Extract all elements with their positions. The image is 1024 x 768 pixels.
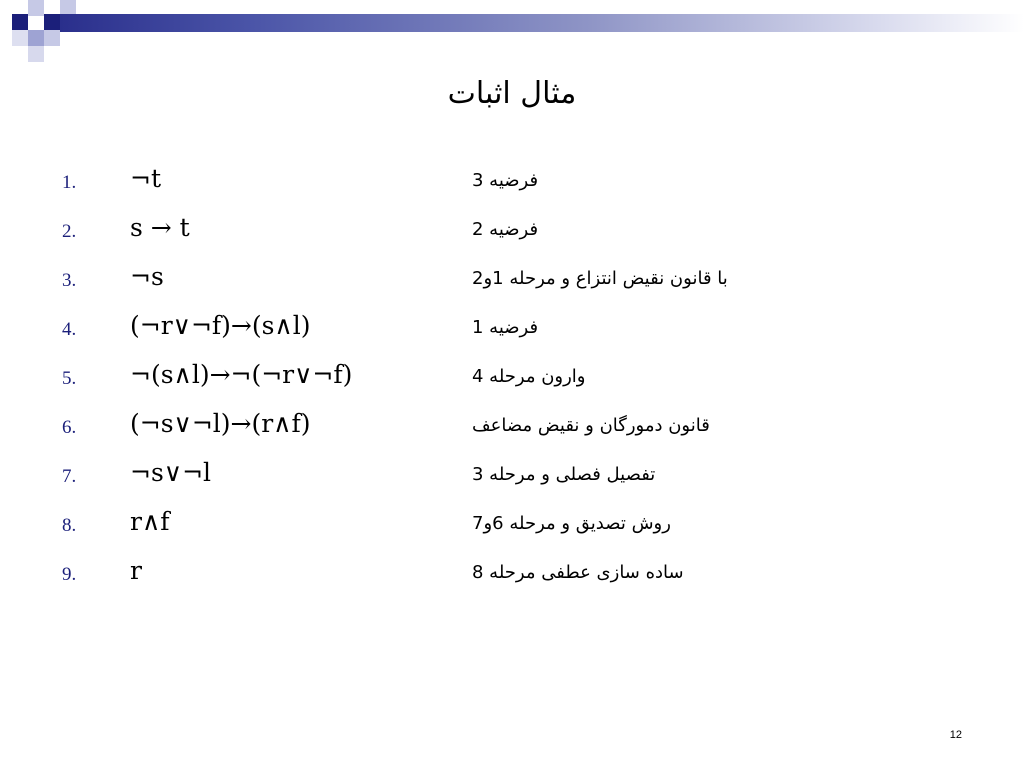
- step-number: 6.: [62, 417, 77, 438]
- step-formula: (¬s∨¬l)→(r∧f): [130, 409, 311, 438]
- corner-square-light: [28, 0, 44, 16]
- step-reason: فرضیه 2: [472, 219, 539, 240]
- step-reason: فرضیه 3: [472, 170, 539, 191]
- step-formula: ¬s∨¬l: [130, 458, 212, 487]
- proof-step: [0, 160, 1024, 209]
- header-gradient-bar: [60, 14, 1024, 32]
- step-formula: ¬t: [130, 164, 161, 193]
- step-formula: ¬s: [130, 262, 164, 291]
- proof-step: [0, 454, 1024, 503]
- step-reason: وارون مرحله 4: [472, 366, 586, 387]
- step-reason: با قانون نقیض انتزاع و مرحله 1و2: [472, 268, 728, 289]
- proof-step: [0, 552, 1024, 601]
- step-formula: r∧f: [130, 507, 170, 536]
- step-reason: ساده سازی عطفی مرحله 8: [472, 562, 684, 583]
- slide-title: مثال اثبات: [447, 76, 577, 111]
- corner-square-light: [44, 30, 60, 46]
- step-number: 2.: [62, 221, 77, 242]
- proof-step: [0, 356, 1024, 405]
- step-formula: (¬r∨¬f)→(s∧l): [130, 311, 311, 340]
- proof-step: [0, 307, 1024, 356]
- step-reason: قانون دمورگان و نقیض مضاعف: [472, 415, 710, 436]
- corner-square-mid: [28, 30, 44, 46]
- step-reason: روش تصدیق و مرحله 6و7: [472, 513, 671, 534]
- proof-step: [0, 503, 1024, 552]
- corner-square-light: [28, 46, 44, 62]
- page-number: 12: [949, 729, 962, 741]
- step-number: 5.: [62, 368, 77, 389]
- step-number: 4.: [62, 319, 77, 340]
- step-formula: r: [130, 556, 142, 585]
- step-number: 3.: [62, 270, 77, 291]
- step-number: 9.: [62, 564, 77, 585]
- step-reason: تفصیل فصلی و مرحله 3: [472, 464, 656, 485]
- proof-steps-list: [0, 160, 1024, 601]
- step-number: 1.: [62, 172, 77, 193]
- step-number: 8.: [62, 515, 77, 536]
- corner-square-light: [12, 30, 28, 46]
- proof-step: [0, 405, 1024, 454]
- corner-square-navy: [44, 14, 60, 30]
- corner-square-navy: [12, 14, 28, 30]
- step-formula: s → t: [130, 213, 190, 242]
- proof-step: [0, 258, 1024, 307]
- step-formula: ¬(s∧l)→¬(¬r∨¬f): [130, 360, 353, 389]
- proof-step: [0, 209, 1024, 258]
- step-number: 7.: [62, 466, 77, 487]
- step-reason: فرضیه 1: [472, 317, 539, 338]
